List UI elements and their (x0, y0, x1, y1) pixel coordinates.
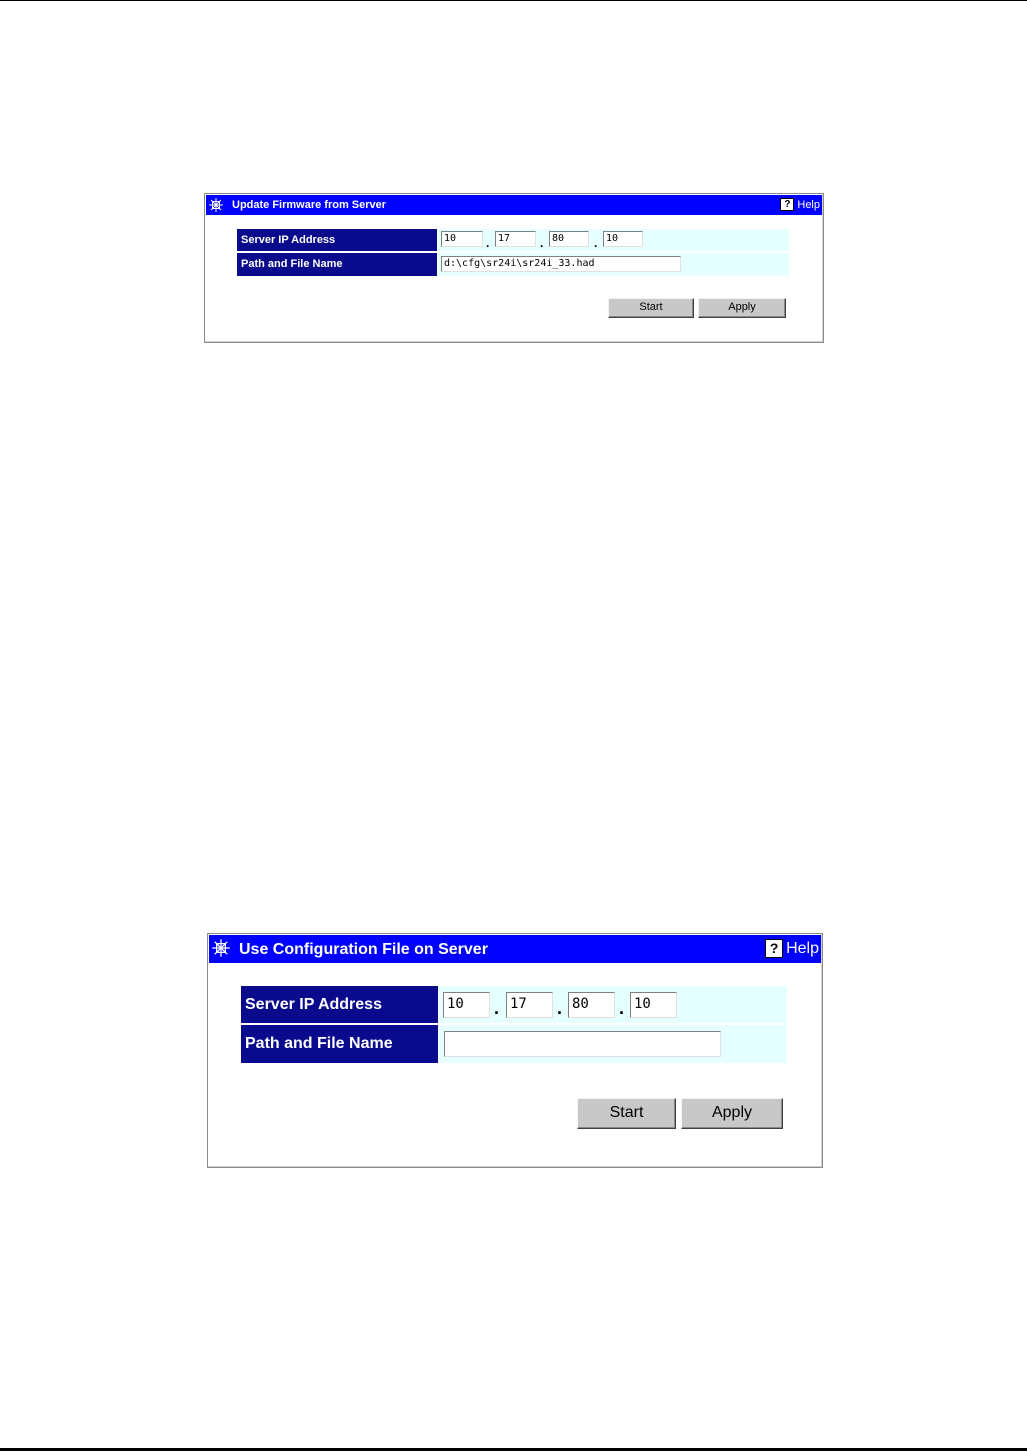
ip-octet-3-input[interactable]: 80 (568, 992, 615, 1018)
panel-title: Update Firmware from Server (232, 199, 387, 211)
help-link[interactable] (765, 939, 819, 958)
ip-octet-4-input[interactable]: 10 (630, 992, 677, 1018)
panel-title: Use Configuration File on Server (239, 941, 488, 958)
page-bottom-rule (0, 1448, 1027, 1451)
panel-titlebar (209, 935, 821, 963)
ip-octet-1-input[interactable]: 10 (441, 231, 483, 247)
ip-octet-2-input[interactable]: 17 (495, 231, 536, 247)
start-button[interactable]: Start (608, 298, 694, 318)
ip-separator: . (557, 998, 563, 1018)
ip-octet-4-input[interactable]: 10 (603, 231, 643, 247)
question-mark-icon: ? (780, 198, 794, 211)
ip-octet-2-input[interactable]: 17 (506, 992, 553, 1018)
ip-octet-3-input[interactable]: 80 (549, 231, 589, 247)
panel-titlebar (206, 195, 822, 215)
web-icon (208, 197, 224, 213)
help-link[interactable] (780, 198, 820, 211)
ip-octet-1-input[interactable]: 10 (443, 992, 490, 1018)
update-firmware-panel (204, 193, 824, 343)
apply-button[interactable]: Apply (698, 298, 786, 318)
ip-separator: . (540, 236, 544, 250)
server-ip-label: Server IP Address (241, 986, 438, 1023)
apply-button[interactable]: Apply (681, 1098, 783, 1129)
start-button[interactable]: Start (577, 1098, 676, 1129)
path-label: Path and File Name (237, 253, 437, 276)
path-label: Path and File Name (241, 1025, 438, 1063)
use-config-file-panel (207, 933, 823, 1168)
ip-separator: . (594, 236, 598, 250)
ip-separator: . (486, 236, 490, 250)
web-icon (211, 938, 231, 958)
ip-separator: . (619, 998, 625, 1018)
path-input[interactable] (444, 1031, 721, 1057)
question-mark-icon: ? (765, 939, 783, 958)
help-label: Help (797, 198, 820, 211)
path-input[interactable]: d:\cfg\sr24i\sr24i_33.had (441, 256, 681, 272)
ip-separator: . (494, 998, 500, 1018)
help-label: Help (786, 939, 819, 957)
page-top-rule (0, 0, 1027, 1)
server-ip-label: Server IP Address (237, 229, 437, 251)
